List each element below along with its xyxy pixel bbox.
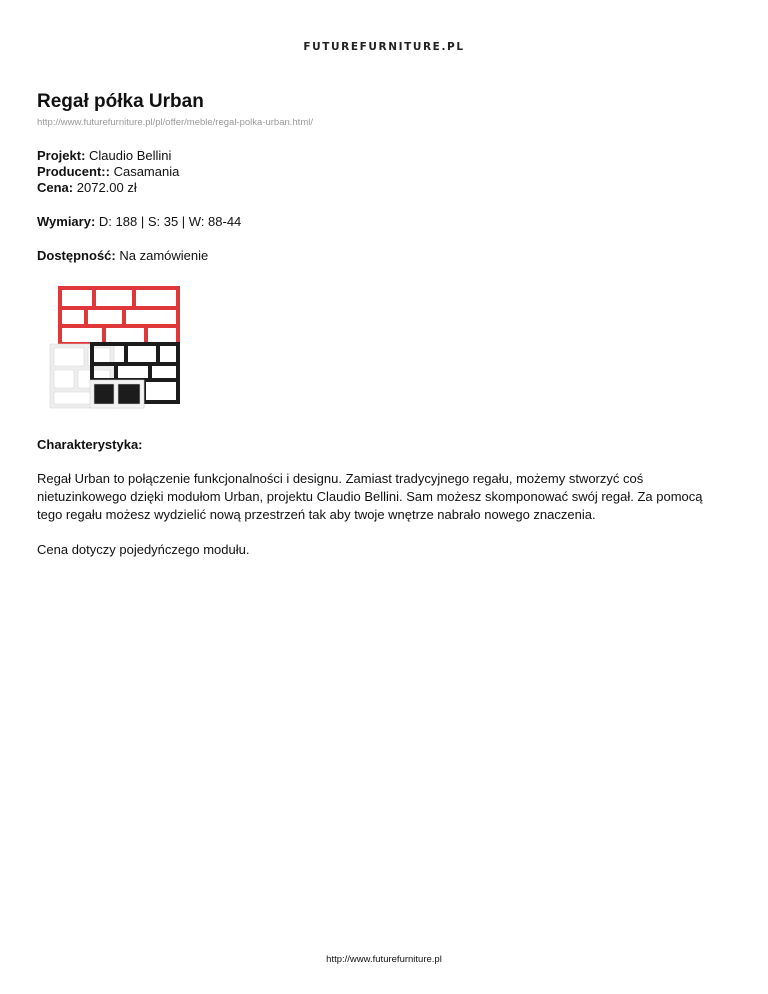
dostepnosc-row bbox=[37, 248, 737, 264]
product-sheet bbox=[37, 90, 737, 559]
cena-row bbox=[37, 180, 737, 196]
footer-url[interactable]: http://www.futurefurniture.pl bbox=[326, 954, 442, 965]
projekt-row bbox=[37, 148, 737, 164]
projekt-label: Projekt: bbox=[37, 148, 86, 163]
producent-label: Producent:: bbox=[37, 164, 110, 179]
dostepnosc-value: Na zamówienie bbox=[119, 248, 209, 263]
wymiary-row bbox=[37, 214, 737, 230]
characteristics-description: Regał Urban to połączenie funkcjonalności i designu. Zamiast tradycyjnego regału, możemy stworzyć coś nietuzinkowego dzięki modułom Urban, projektu Claudio Bellini. Sam możesz skomponować swój regał. Za pomocą tego regału możesz wydzielić nową przestrzeń tak aby twoje wnętrze nabrało nowego znaczenia. bbox=[37, 471, 703, 522]
characteristics-heading: Charakterystyka: bbox=[37, 437, 143, 452]
producent-row bbox=[37, 164, 737, 180]
projekt-value: Claudio Bellini bbox=[89, 148, 172, 163]
black-shelf-modules bbox=[90, 342, 180, 404]
producent-value: Casamania bbox=[113, 164, 180, 179]
red-shelf-modules bbox=[58, 286, 180, 346]
product-image bbox=[44, 284, 184, 410]
cena-label: Cena: bbox=[37, 180, 74, 195]
price-note: Cena dotyczy pojedyńczego modułu. bbox=[37, 542, 250, 557]
wymiary-label: Wymiary: bbox=[37, 214, 96, 229]
wymiary-value: D: 188 | S: 35 | W: 88-44 bbox=[98, 214, 242, 229]
product-url[interactable]: http://www.futurefurniture.pl/pl/offer/meble/regal-polka-urban.html/ bbox=[37, 117, 313, 128]
cena-value: 2072.00 zł bbox=[76, 180, 137, 195]
product-title: Regał półka Urban bbox=[37, 91, 204, 112]
product-details bbox=[37, 148, 737, 264]
dostepnosc-label: Dostępność: bbox=[37, 248, 116, 263]
site-logo: FUTUREFURNITURE.PL bbox=[303, 41, 465, 53]
